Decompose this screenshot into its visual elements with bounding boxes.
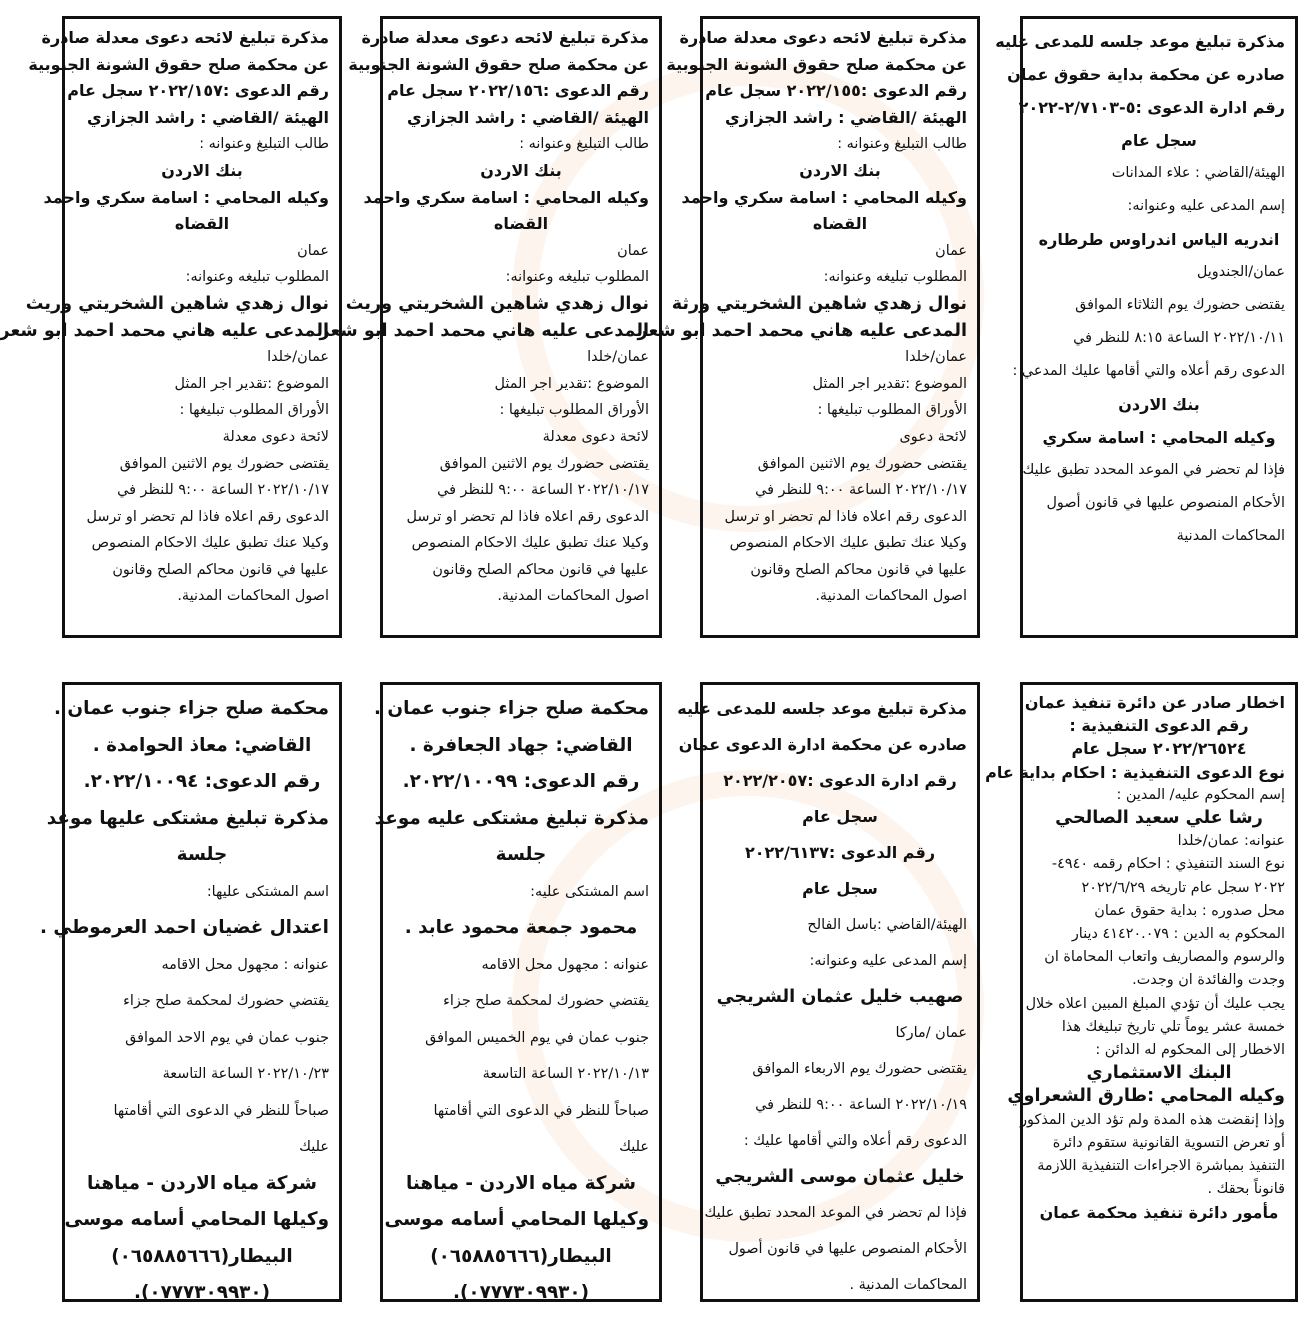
notice-line: رقم الدعوى :٢٠٢٢/١٥٧ سجل عام	[67, 81, 329, 101]
notice-line: بنك الاردن	[161, 160, 243, 180]
notice-hearing-amman-first-instance	[995, 16, 1298, 638]
notice-line: عمان /ماركا	[895, 1025, 967, 1041]
notice-criminal-court-10094	[39, 682, 342, 1303]
notice-line: ٢٠٢٢/١٠/١٣ الساعة التاسعة	[482, 1066, 649, 1082]
notice-line: سجل عام	[802, 879, 878, 898]
notice-line: يقتضى حضورك يوم الاثنين الموافق	[757, 455, 967, 472]
notice-line: وإذا إنقضت هذه المدة ولم تؤد الدين المذكور	[1020, 1111, 1285, 1128]
notice-line: وكيلا عنك تطبق عليك الاحكام المنصوص	[729, 535, 967, 552]
notice-line: الهيئة/القاضي : علاء المدانات	[1111, 165, 1285, 181]
notice-line: رقم الدعوى :٢٠٢٢/١٥٦ سجل عام	[387, 81, 649, 101]
notice-line: رقم الدعوى التنفيذية :	[1069, 716, 1249, 736]
notice-line: ٢٠٢٢/١٠/١٧ الساعة ٩:٠٠ للنظر في	[755, 482, 967, 499]
notice-line: وكيله المحامي : اسامة سكري واحمد	[43, 187, 329, 207]
notice-line: اخطار صادر عن دائرة تنفيذ عمان	[1024, 693, 1285, 712]
notice-line: الهيئة /القاضي : راشد الجزازي	[406, 107, 649, 127]
notice-line: مذكرة تبليغ لائحه دعوى معدلة صادرة	[679, 28, 967, 47]
notice-line: خمسة عشر يوماً تلي تاريخ تبليغك هذا	[1061, 1018, 1285, 1035]
notice-line: عن محكمة صلح حقوق الشونة الجنوبية	[28, 54, 329, 74]
notice-line: الأوراق المطلوب تبليغها :	[499, 402, 649, 419]
notice-line: وكيلها المحامي أسامه موسى	[64, 1209, 329, 1230]
notice-line: عنوانه : مجهول محل الاقامه	[481, 956, 649, 973]
notice-line: وكيله المحامي :طارق الشعراوي	[1007, 1086, 1285, 1107]
notice-line: الأوراق المطلوب تبليغها :	[179, 402, 329, 419]
notice-line: اصول المحاكمات المدنية.	[497, 588, 649, 605]
notice-line: اسم المشتكى عليه:	[530, 883, 649, 900]
notice-line: جنوب عمان في يوم الخميس الموافق	[425, 1029, 649, 1046]
notice-line: ٢٠٢٢/١٠/١١ الساعة ٨:١٥ للنظر في	[1073, 330, 1285, 346]
notice-line: جنوب عمان في يوم الاحد الموافق	[125, 1029, 329, 1046]
notice-line: الأحكام المنصوص عليها في قانون أصول	[728, 1241, 967, 1257]
notice-line: عليك	[299, 1139, 329, 1155]
notice-line: والرسوم والمصاريف واتعاب المحاماة ان	[1044, 949, 1285, 966]
notice-line: يقتضى حضورك يوم الاثنين الموافق	[119, 455, 329, 472]
notice-line: نوع الدعوى التنفيذية : احكام بداية عام	[985, 762, 1285, 782]
notice-line: ٢٠٢٢/١٠/١٧ الساعة ٩:٠٠ للنظر في	[117, 482, 329, 499]
notice-line: وكيلا عنك تطبق عليك الاحكام المنصوص	[91, 535, 329, 552]
notice-line: لائحة دعوى	[899, 428, 967, 445]
notice-line: الدعوى رقم اعلاه فاذا لم تحضر او ترسل	[86, 508, 329, 525]
notice-line: طالب التبليغ وعنوانه :	[519, 136, 649, 153]
notice-line: رشا علي سعيد الصالحي	[1055, 808, 1263, 829]
notice-line: عمان	[617, 242, 649, 259]
notice-line: المدعى عليه هاني محمد احمد ابو شعر	[637, 320, 967, 341]
notice-line: صادره عن محكمة بداية حقوق عمان	[1007, 65, 1285, 84]
notice-line: المطلوب تبليغه وعنوانه:	[823, 269, 967, 286]
notice-line: عنوانه: عمان/خلدا	[1177, 833, 1285, 850]
notice-line: مذكرة تبليغ موعد جلسه للمدعى عليه	[677, 699, 967, 718]
notice-execution-amman	[985, 682, 1298, 1302]
notice-line: عمان/الجندويل	[1196, 264, 1285, 280]
notice-line: الدعوى رقم أعلاه والتي أقامها عليك :	[743, 1133, 967, 1149]
notice-line: صباحاً للنظر في الدعوى التي أقامتها	[433, 1102, 649, 1119]
notice-line: عليها في قانون محاكم الصلح وقانون	[750, 561, 967, 578]
notice-line: إسم المحكوم عليه/ المدين :	[1116, 786, 1285, 803]
notice-line: بنك الاردن	[480, 160, 562, 180]
notice-line: الأوراق المطلوب تبليغها :	[817, 402, 967, 419]
notice-line: الموضوع :تقدير اجر المثل	[494, 375, 649, 392]
notice-line: عليك	[619, 1139, 649, 1155]
notice-line: عمان/خلدا	[267, 349, 329, 366]
notice-line: رقم الدعوى: ٢٠٢٢/١٠٠٩٤.	[83, 771, 321, 792]
notice-line: اعتدال غضيان احمد العرموطي .	[39, 917, 329, 938]
notice-line: وكيلها المحامي أسامه موسى	[384, 1209, 649, 1230]
notice-line: (٠٧٧٧٣٠٩٩٣٠).	[452, 1282, 590, 1303]
notice-line: محكمة صلح جزاء جنوب عمان .	[373, 698, 649, 719]
notice-line: نوال زهدي شاهين الشخريتي ورثة	[671, 293, 967, 314]
notice-line: المحاكمات المدنية	[1176, 528, 1285, 544]
notice-line: يجب عليك أن تؤدي المبلغ المبين اعلاه خلال	[1025, 995, 1285, 1012]
notice-line: وكيلا عنك تطبق عليك الاحكام المنصوص	[411, 535, 649, 552]
notice-line: القضاه	[493, 214, 549, 234]
notice-line: خليل عثمان موسى الشريجي	[715, 1167, 965, 1187]
notice-amended-claim-157	[0, 16, 342, 638]
notice-line: فإذا لم تحضر في الموعد المحدد تطبق عليك	[1022, 462, 1285, 478]
notice-line: الهيئة /القاضي : راشد الجزازي	[86, 107, 329, 127]
notice-line: لائحة دعوى معدلة	[222, 428, 329, 445]
notice-line: محل صدوره : بداية حقوق عمان	[1094, 902, 1285, 919]
notice-line: رقم الدعوى: ٢٠٢٢/١٠٠٩٩.	[402, 771, 640, 792]
notice-line: مذكرة تبليغ لائحه دعوى معدلة صادرة	[361, 28, 649, 47]
notice-line: صهيب خليل عثمان الشريجي	[716, 987, 964, 1007]
notice-line: الهيئة /القاضي : راشد الجزازي	[724, 107, 967, 127]
notice-line: عمان	[935, 242, 967, 259]
notice-line: عمان/خلدا	[587, 349, 649, 366]
notice-line: بنك الاردن	[1118, 395, 1200, 414]
notice-line: عمان	[297, 242, 329, 259]
notice-line: القضاه	[174, 214, 230, 234]
notice-line: سجل عام	[1121, 131, 1197, 150]
notice-line: الدعوى رقم اعلاه فاذا لم تحضر او ترسل	[724, 508, 967, 525]
notice-line: اسم المشتكى عليها:	[206, 883, 329, 900]
notice-line: جلسة	[176, 844, 228, 865]
notice-line: يقتضى حضورك يوم الاربعاء الموافق	[752, 1061, 967, 1077]
notice-line: البيطار(٠٦٥٨٨٥٦٦٦)	[430, 1245, 612, 1267]
notice-line: عليها في قانون محاكم الصلح وقانون	[112, 561, 329, 578]
notice-line: مذكرة تبليغ موعد جلسه للمدعى عليه	[995, 32, 1285, 51]
notice-line: القاضي: جهاد الجعافرة .	[409, 734, 633, 756]
notice-line: البيطار(٠٦٥٨٨٥٦٦٦)	[111, 1245, 293, 1267]
notice-line: وكيله المحامي : اسامة سكري واحمد	[363, 187, 649, 207]
notice-line: الموضوع :تقدير اجر المثل	[812, 375, 967, 392]
notice-line: القاضي: معاذ الحوامدة .	[92, 734, 312, 756]
notice-line: الدعوى رقم أعلاه والتي أقامها عليك المدعي :	[1012, 363, 1285, 379]
notice-amended-claim-155	[637, 16, 980, 638]
notice-line: ٢٠٢٢/١٠/١٧ الساعة ٩:٠٠ للنظر في	[437, 482, 649, 499]
notice-hearing-case-management	[677, 682, 980, 1302]
notice-line: جلسة	[495, 844, 547, 865]
notice-criminal-court-10099	[373, 682, 662, 1303]
notice-line: الاخطار إلى المحكوم له الدائن :	[1095, 1042, 1285, 1059]
notice-line: طالب التبليغ وعنوانه :	[837, 136, 967, 153]
notice-line: محمود جمعة محمود عابد .	[404, 917, 638, 938]
notice-line: صباحاً للنظر في الدعوى التي أقامتها	[113, 1102, 329, 1119]
notice-line: فإذا لم تحضر في الموعد المحدد تطبق عليك	[704, 1205, 967, 1221]
notice-line: (٠٧٧٧٣٠٩٩٣٠).	[133, 1282, 271, 1303]
notice-line: عليها في قانون محاكم الصلح وقانون	[432, 561, 649, 578]
notice-line: يقتضي حضورك لمحكمة صلح جزاء	[443, 993, 649, 1009]
notice-line: شركة مياه الاردن - مياهنا	[87, 1172, 317, 1194]
notice-line: ٢٠٢٢ سجل عام تاريخه ٢٠٢٢/٦/٢٩	[1081, 879, 1285, 896]
notice-line: شركة مياه الاردن - مياهنا	[406, 1172, 636, 1194]
notice-line: المطلوب تبليغه وعنوانه:	[505, 269, 649, 286]
notice-line: ٢٠٢٢/١٠/٢٣ الساعة التاسعة	[162, 1066, 329, 1082]
notice-line: وجدت والفائدة ان وجدت.	[1132, 972, 1285, 989]
notice-line: رقم ادارة الدعوى :٢٠٢٢/٢٠٥٧	[723, 771, 957, 790]
notice-line: لائحة دعوى معدلة	[542, 428, 649, 445]
notice-line: البنك الاستثماري	[1086, 1063, 1232, 1084]
notice-line: يقتضى حضورك يوم الثلاثاء الموافق	[1075, 297, 1285, 313]
notice-line: عمان/خلدا	[905, 349, 967, 366]
notice-line: إسم المدعى عليه وعنوانه:	[1127, 198, 1285, 214]
notice-line: اصول المحاكمات المدنية.	[177, 588, 329, 605]
notice-line: محكمة صلح جزاء جنوب عمان .	[53, 698, 329, 719]
notice-line: طالب التبليغ وعنوانه :	[199, 136, 329, 153]
notice-line: إسم المدعى عليه وعنوانه:	[809, 953, 967, 969]
notice-line: المدعى عليه هاني محمد احمد ابو شعر	[319, 320, 649, 341]
notice-line: رقم الدعوى :٢٠٢٢/٦١٣٧	[744, 843, 936, 862]
notice-line: يقتضي حضورك لمحكمة صلح جزاء	[123, 993, 329, 1009]
notice-line: الموضوع :تقدير اجر المثل	[174, 375, 329, 392]
notice-line: المحاكمات المدنية .	[849, 1277, 967, 1293]
notice-line: اصول المحاكمات المدنية.	[815, 588, 967, 605]
notice-line: عن محكمة صلح حقوق الشونة الجنوبية	[348, 54, 649, 74]
notice-line: المطلوب تبليغه وعنوانه:	[185, 269, 329, 286]
notice-line: صادره عن محكمة ادارة الدعوى عمان	[678, 735, 967, 754]
notice-line: التنفيذ بمباشرة الاجراءات التنفيذية اللازمة	[1037, 1158, 1285, 1175]
notice-line: المحكوم به الدين : ٤١٤٢٠.٠٧٩ دينار	[1071, 926, 1285, 943]
notice-line: مذكرة تبليغ مشتكى عليه موعد	[374, 807, 649, 829]
notice-line: سجل عام	[802, 807, 878, 826]
notice-line: يقتضى حضورك يوم الاثنين الموافق	[439, 455, 649, 472]
notice-line: قانوناً بحقك .	[1207, 1181, 1285, 1198]
notice-line: نوال زهدي شاهين الشخريتي وريث	[25, 293, 329, 314]
notice-line: ٢٠٢٢/٢٦٥٢٤ سجل عام	[1071, 739, 1247, 759]
notice-line: اندريه الياس اندراوس طرطاره	[1038, 230, 1280, 249]
notice-line: مذكرة تبليغ مشتكى عليها موعد	[46, 807, 329, 829]
notice-line: المدعى عليه هاني محمد احمد ابو شعر	[0, 320, 329, 341]
notice-line: مذكرة تبليغ لائحه دعوى معدلة صادرة	[41, 28, 329, 47]
notice-line: رقم الدعوى :٢٠٢٢/١٥٥ سجل عام	[705, 81, 967, 101]
notice-line: أو تعرض التسوية القانونية ستقوم دائرة	[1052, 1134, 1285, 1151]
notice-amended-claim-156	[319, 16, 662, 638]
notice-line: نوع السند التنفيذي : احكام رقمه ٤٩٤٠-	[1051, 856, 1285, 873]
notice-line: عن محكمة صلح حقوق الشونة الجنوبية	[666, 54, 967, 74]
notice-line: وكيله المحامي : اسامة سكري	[1042, 428, 1276, 447]
notice-line: عنوانه : مجهول محل الاقامه	[161, 956, 329, 973]
notice-line: رقم ادارة الدعوى :٥-٢/٧١٠٣-٢٠٢٢	[1018, 98, 1285, 117]
notice-line: بنك الاردن	[799, 160, 881, 180]
notice-line: مأمور دائرة تنفيذ محكمة عمان	[1039, 1203, 1279, 1223]
notice-line: الهيئة/القاضي :باسل الفالح	[807, 917, 967, 933]
notice-line: ٢٠٢٢/١٠/١٩ الساعة ٩:٠٠ للنظر في	[755, 1097, 967, 1113]
notice-line: وكيله المحامي : اسامة سكري واحمد	[681, 187, 967, 207]
notice-line: نوال زهدي شاهين الشخريتي وريث	[345, 293, 649, 314]
notice-line: الدعوى رقم اعلاه فاذا لم تحضر او ترسل	[406, 508, 649, 525]
notice-line: القضاه	[812, 214, 868, 234]
notice-line: الأحكام المنصوص عليها في قانون أصول	[1046, 495, 1285, 511]
